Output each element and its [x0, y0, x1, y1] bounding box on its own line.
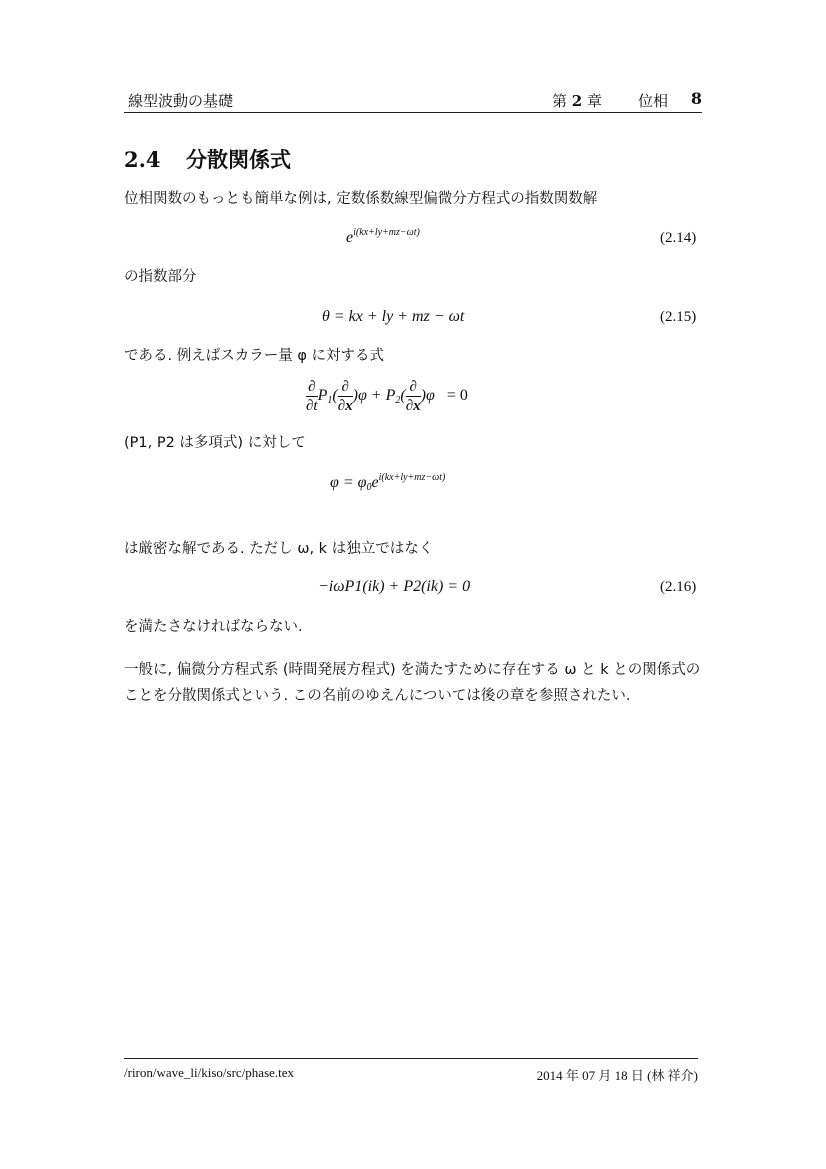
running-header: [124, 88, 702, 113]
paragraph-5: は厳密な解である. ただし ω, k は独立ではなく: [124, 541, 434, 557]
date-author: 2014 年 07 月 18 日 (林 祥介): [536, 1068, 698, 1083]
partial-t-fraction: $\frac{\partial}{\partial t}$: [306, 379, 318, 414]
partial-x-fraction: $\frac{\partial}{\partial x}$: [337, 379, 353, 414]
section-title: 分散関係式: [186, 148, 291, 172]
section-heading: [124, 144, 291, 174]
equation-number-2-14: (2.14): [660, 230, 697, 246]
chapter-label: 第 2 章: [552, 92, 603, 110]
paragraph-2: の指数部分: [124, 269, 197, 285]
equation-2-15: θ = kx + ly + mz − ωt: [322, 308, 465, 325]
running-footer: [124, 1058, 698, 1083]
page-number: 8: [690, 89, 702, 108]
paragraph-1: 位相関数のもっとも簡単な例は, 定数係数線型偏微分方程式の指数関数解: [124, 191, 598, 207]
section-name: 位相: [638, 92, 669, 110]
partial-x-fraction-2: $\frac{\partial}{\partial x}$: [405, 379, 421, 414]
paragraph-7: 一般に, 偏微分方程式系 (時間発展方程式) を満たすために存在する ω と k との関係式のことを分散関係式という. この名前のゆえんについては後の章を参照されたい.: [124, 662, 701, 704]
paragraph-3: である. 例えばスカラー量 φ に対する式: [124, 348, 385, 364]
equation-2-14: $e^{i(kx+ly+mz-\omega t)}$: [346, 227, 420, 246]
source-path: /riron/wave_li/kiso/src/phase.tex: [124, 1065, 295, 1080]
equation-solution: $\varphi = \varphi_0e^{i(kx+ly+mz-\omega t)}$: [330, 472, 446, 493]
equation-scalar: $\frac{\partial}{\partial t}$ $P_1$( $\frac{\partial}{\partial x}$ )$\varphi + P_2$( $\frac{\partial}{\partial x}$ )φ = 0: [306, 379, 468, 414]
chapter-number: 2: [571, 92, 583, 110]
equation-2-16: −iωP1(ik) + P2(ik) = 0: [318, 578, 471, 595]
equation-number-2-16: (2.16): [660, 579, 697, 595]
equation-number-2-15: (2.15): [660, 309, 697, 325]
book-title: 線型波動の基礎: [128, 92, 234, 110]
paragraph-4: (P1, P2 は多項式) に対して: [124, 435, 306, 451]
paragraph-6: を満たさなければならない.: [124, 619, 303, 635]
section-number: 2.4: [124, 147, 161, 172]
